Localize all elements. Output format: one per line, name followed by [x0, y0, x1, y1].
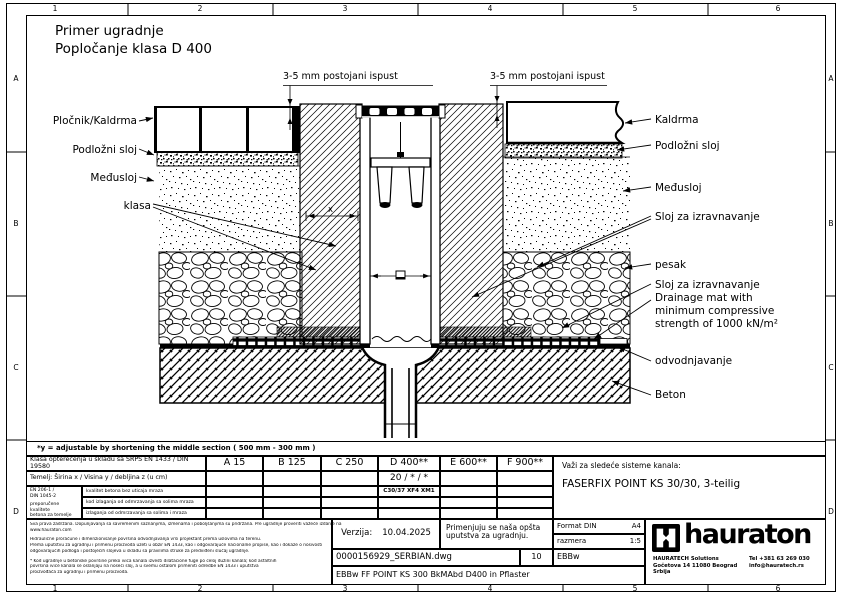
concrete-c250-1	[321, 486, 378, 497]
class-c250: C 250	[321, 456, 378, 471]
label-plocnik-kaldrma: Pločnik/Kaldrma	[52, 115, 137, 127]
hauraton-logo-icon	[652, 524, 680, 552]
class-e600: E 600**	[440, 456, 497, 471]
concrete-a15-1	[206, 486, 263, 497]
label-klasa: klasa	[123, 200, 151, 212]
label-drainage-mat	[655, 292, 778, 331]
concrete-d400-1: C30/37 XF4 XM1	[378, 486, 440, 497]
scale-cell	[553, 534, 645, 549]
ruler-row: B	[13, 219, 19, 228]
label-podlozni-sloj-right: Podložni sloj	[655, 140, 720, 152]
ruler-row: C	[13, 363, 19, 372]
drainage-note-line3: strength of 1000 kN/m²	[655, 318, 778, 330]
ruler-col: 1	[52, 584, 58, 593]
label-kaldrma: Kaldrma	[655, 114, 699, 126]
concrete-e600-1	[440, 486, 497, 497]
ruler-row: A	[13, 74, 19, 83]
label-medjusloj-right: Međusloj	[655, 182, 702, 194]
scale-label: razmera	[557, 536, 587, 545]
footnote-row	[26, 441, 826, 456]
concrete-row-3-label: izlaganja od odmrzavanja sa solima i mraza	[82, 508, 206, 519]
concrete-e600-2	[440, 497, 497, 508]
foundation-f900	[497, 471, 553, 486]
class-f900: F 900**	[497, 456, 553, 471]
scale-value: 1:5	[629, 536, 641, 545]
ruler-col: 3	[342, 4, 348, 13]
brand-cell	[645, 519, 826, 585]
ruler-row: D	[13, 507, 19, 516]
label-odvodnjavanje: odvodnjavanje	[655, 355, 733, 367]
footnote-text: *y = adjustable by shortening the middle section ( 500 mm - 300 mm )	[37, 443, 316, 452]
label-podlozni-sloj-left: Podložni sloj	[72, 144, 137, 156]
load-class-label-cell: Klasa opterećenja u skladu sa SRPS EN 1433 / DIN 19580	[26, 456, 206, 471]
foundation-b125	[263, 471, 321, 486]
label-sloj-izravnavanje-2: Sloj za izravnavanje	[655, 279, 760, 291]
label-medjusloj-left: Međusloj	[90, 172, 137, 184]
concrete-e600-3	[440, 508, 497, 519]
concrete-f900-3	[497, 508, 553, 519]
concrete-d400-2	[378, 497, 440, 508]
grating	[356, 105, 445, 118]
version-date: 10.04.2025	[382, 528, 431, 539]
concrete-row-1-label: kvalitet betona bez uticaja mraza	[82, 486, 206, 497]
ruler-col: 4	[487, 4, 493, 13]
gap-dim-label-right: 3-5 mm postojani ispust	[490, 71, 605, 82]
drainage-note-line2: minimum compressive	[655, 305, 775, 317]
ruler-col: 1	[52, 4, 58, 13]
ruler-row: D	[828, 507, 834, 516]
description-cell: EBBw FF POINT KS 300 BkMAbd D400 in Pflaster	[332, 566, 645, 585]
title-line1: Primer ugradnje	[55, 23, 164, 39]
systems-value: FASERFIX POINT KS 30/30, 3-teilig	[562, 478, 741, 491]
concrete-f900-2	[497, 497, 553, 508]
notes-cell: Sva prava zadržana. Dopunjavanja sa savremenim saznanjima, izmenama i poboljšanjima su pridržana. Pre ugradnje proveriti važeće izdanje na www.hauraton.com Hidraulične proračune i dimenzionisanje površina odvodnjavanja vrši projektant prema uslovima na terenu. Prema uputstvu za ugradnju i primenu proizvoda uzeti u obzir EN 1433, kao i odgovarajuće nacionalne propise, kao i dokaze o nosivosti odgovarajućih podloga i postojećih slojeva u skladu sa pravilima struke za predviđeni slučaj ugradnje. * Kod ugradnje u betonske površine preko ivica kanala izvesti dilatacione fuge po celoj dužini kanala; kod asfaltnih površina ivice kanala se oslanjaju na noseći sloj, a u svemu ostalom primeniti odredbe EN 1433 i uputstva proizvođača za ugradnju i primenu proizvoda.	[26, 519, 332, 585]
foundation-c250	[321, 471, 378, 486]
brand-address: HAURATECH Solutions Gočetova 14 11080 Beograd Srbija	[653, 556, 738, 576]
concrete-c250-3	[321, 508, 378, 519]
norm-cell: EN 206-1 / DIN 1045-2 preporučene kvalitete betona za temelje	[26, 486, 82, 519]
concrete-f900-1	[497, 486, 553, 497]
hauraton-wordmark: hauraton	[684, 519, 811, 550]
concrete-b125-1	[263, 486, 321, 497]
format-value: A4	[631, 521, 641, 530]
gap-dim-label-left: 3-5 mm postojani ispust	[283, 71, 398, 82]
label-beton: Beton	[655, 389, 686, 401]
page-number-cell: 10	[520, 549, 553, 566]
version-cell	[332, 519, 440, 549]
ruler-col: 2	[197, 584, 203, 593]
ruler-col: 5	[632, 4, 638, 13]
drainage-note-line1: Drainage mat with	[655, 292, 753, 304]
class-b125: B 125	[263, 456, 321, 471]
ruler-col: 4	[487, 584, 493, 593]
format-label: Format DIN	[557, 521, 597, 530]
systems-label: Važi za sledeće sisteme kanala:	[562, 461, 681, 470]
concrete-row-2-label: kod izlaganja od odmrzavanja sa solima mraza	[82, 497, 206, 508]
format-cell	[553, 519, 645, 534]
concrete-c250-2	[321, 497, 378, 508]
concrete-b125-3	[263, 508, 321, 519]
ruler-row: C	[828, 363, 834, 372]
ruler-row: A	[828, 74, 834, 83]
foundation-a15	[206, 471, 263, 486]
class-d400: D 400**	[378, 456, 440, 471]
label-sloj-izravnavanje-1: Sloj za izravnavanje	[655, 211, 760, 223]
foundation-label-cell: Temelj: Širina x / Visina y / debljina z (u cm)	[26, 471, 206, 486]
instruction-cell: Primenjuju se naša opšta uputstva za ugradnju.	[440, 519, 553, 549]
brand-contact: Tel +381 63 269 030 info@hauratech.rs	[749, 556, 810, 569]
ruler-col: 3	[342, 584, 348, 593]
foundation-d400: 20 / * / *	[378, 471, 440, 486]
systems-cell	[553, 456, 826, 519]
x-dim-label: x	[328, 205, 334, 215]
ruler-col: 5	[632, 584, 638, 593]
ruler-col: 6	[775, 584, 781, 593]
version-label: Verzija:	[341, 528, 373, 539]
ruler-col: 6	[775, 4, 781, 13]
class-a15: A 15	[206, 456, 263, 471]
concrete-foundation	[160, 347, 630, 440]
title-line2: Popločanje klasa D 400	[55, 41, 212, 57]
doc-code-cell: EBBw	[553, 549, 645, 566]
concrete-a15-3	[206, 508, 263, 519]
filename-cell: 0000156929_SERBIAN.dwg	[332, 549, 520, 566]
foundation-e600	[440, 471, 497, 486]
label-pesak: pesak	[655, 259, 687, 271]
concrete-b125-2	[263, 497, 321, 508]
ruler-row: B	[828, 219, 834, 228]
ruler-col: 2	[197, 4, 203, 13]
concrete-d400-3	[378, 508, 440, 519]
concrete-a15-2	[206, 497, 263, 508]
